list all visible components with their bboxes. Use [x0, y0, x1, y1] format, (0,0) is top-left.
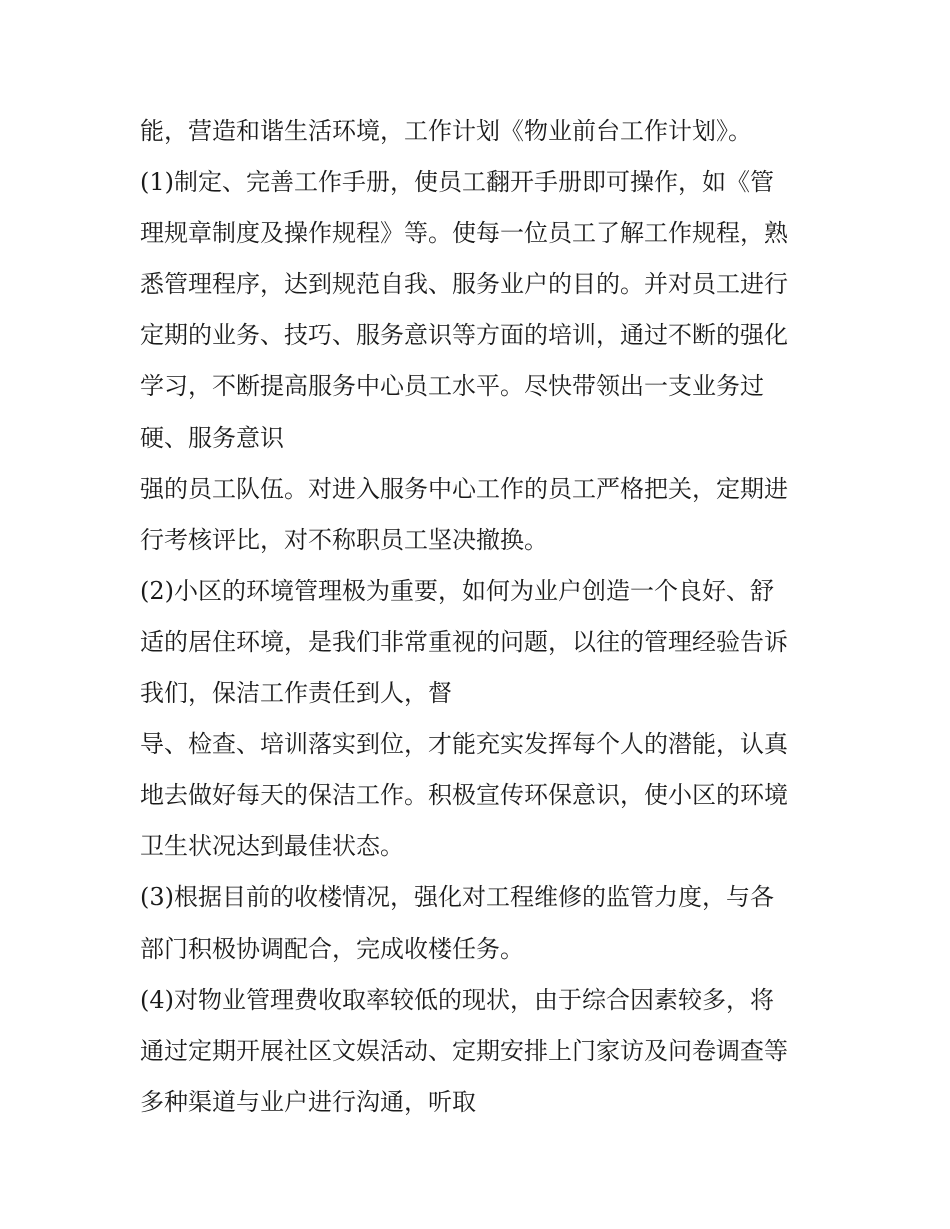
text-line: (3)根据目前的收楼情况，强化对工程维修的监管力度，与各	[140, 883, 774, 912]
text-line: 地去做好每天的保洁工作。积极宣传环保意识，使小区的环境	[140, 781, 788, 810]
text-line: 部门积极协调配合，完成收楼任务。	[140, 934, 524, 963]
body-text	[140, 106, 820, 1128]
text-line: (1)制定、完善工作手册，使员工翻开手册即可操作，如《管	[140, 168, 774, 197]
text-line: 通过定期开展社区文娱活动、定期安排上门家访及问卷调查等	[140, 1036, 788, 1065]
text-line: 悉管理程序，达到规范自我、服务业户的目的。并对员工进行	[140, 270, 788, 299]
text-line: 行考核评比，对不称职员工坚决撤换。	[140, 525, 548, 554]
text-line: 我们，保洁工作责任到人，督	[140, 679, 452, 708]
text-line: 定期的业务、技巧、服务意识等方面的培训，通过不断的强化	[140, 321, 788, 350]
text-line: 卫生状况达到最佳状态。	[140, 832, 404, 861]
text-line: 强的员工队伍。对进入服务中心工作的员工严格把关，定期进	[140, 474, 788, 503]
text-line: 多种渠道与业户进行沟通，听取	[140, 1087, 476, 1116]
text-line: (4)对物业管理费收取率较低的现状，由于综合因素较多，将	[140, 985, 774, 1014]
text-line: 理规章制度及操作规程》等。使每一位员工了解工作规程，熟	[140, 219, 788, 248]
text-line: 适的居住环境，是我们非常重视的问题，以往的管理经验告诉	[140, 627, 788, 656]
text-line: 学习，不断提高服务中心员工水平。尽快带领出一支业务过	[140, 372, 764, 401]
text-line: 硬、服务意识	[140, 423, 284, 452]
text-line: (2)小区的环境管理极为重要，如何为业户创造一个良好、舒	[140, 576, 774, 605]
text-line: 导、检查、培训落实到位，才能充实发挥每个人的潜能，认真	[140, 730, 788, 759]
text-line: 能，营造和谐生活环境，工作计划《物业前台工作计划》。	[140, 117, 752, 145]
